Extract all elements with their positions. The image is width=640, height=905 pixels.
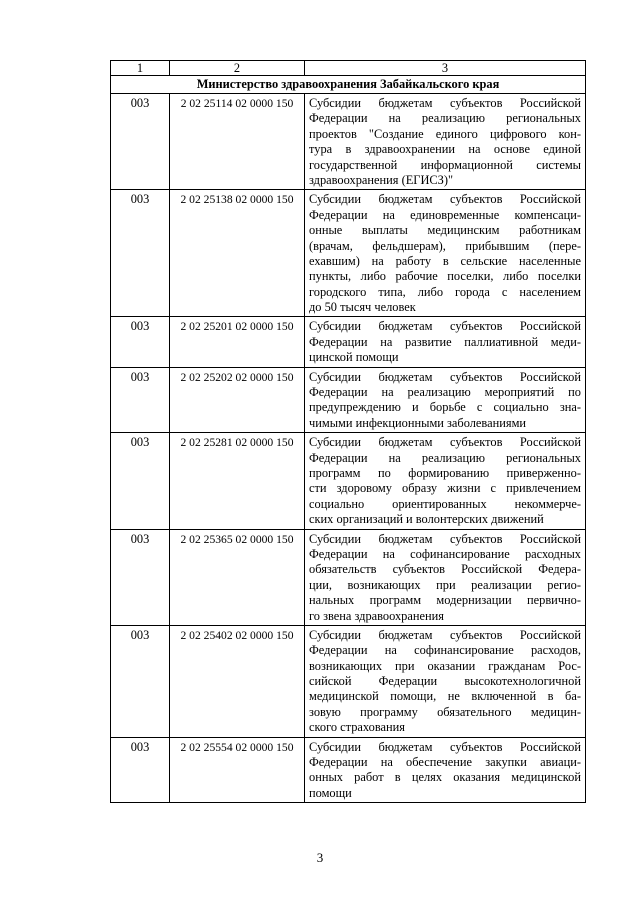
description-line: программ по формированию приверженно-	[309, 465, 581, 480]
administrator-code: 003	[111, 317, 170, 367]
description-line: цинской помощи	[309, 350, 399, 365]
description-line: тура в здравоохранении на основе единой	[309, 142, 581, 157]
description-line: Федерации на реализацию мероприятий по	[309, 385, 581, 400]
revenue-description	[305, 737, 586, 803]
column-number-2: 2	[170, 61, 305, 76]
description-line: пункты, либо рабочие поселки, либо поселки	[309, 269, 581, 284]
revenue-description	[305, 190, 586, 317]
revenue-description	[305, 625, 586, 737]
description-line: сийской Федерации высокотехнологичной	[309, 674, 581, 689]
administrator-code: 003	[111, 190, 170, 317]
description-line: здравоохранения (ЕГИСЗ)"	[309, 172, 454, 187]
revenue-classification-code: 2 02 25554 02 0000 150	[170, 737, 305, 803]
description-line: Федерации на обеспечение закупки авиаци-	[309, 755, 581, 770]
revenue-classification-code: 2 02 25365 02 0000 150	[170, 529, 305, 625]
description-line: ского страхования	[309, 720, 405, 735]
description-line: предупреждению и борьбе с социально зна-	[309, 400, 581, 415]
table-row	[111, 433, 586, 529]
ministry-title: Министерство здравоохранения Забайкальского края	[111, 76, 586, 94]
revenue-classification-code: 2 02 25402 02 0000 150	[170, 625, 305, 737]
description-line: помощи	[309, 785, 352, 800]
description-line: нальных программ модернизации первично-	[309, 593, 581, 608]
table-row	[111, 367, 586, 433]
ministry-row	[111, 76, 586, 94]
description-line: городского типа, либо города с населением	[309, 284, 581, 299]
description-line: ции, возникающих при реализации регио-	[309, 577, 581, 592]
page-number: 3	[316, 850, 324, 865]
description-line: Субсидии бюджетам субъектов Российской	[309, 319, 581, 334]
description-line: медицинской помощи, не включенной в ба-	[309, 689, 581, 704]
description-line: Субсидии бюджетам субъектов Российской	[309, 627, 581, 642]
description-line: обязательств субъектов Российской Федера-	[309, 562, 581, 577]
description-line: Федерации на софинансирование расходных	[309, 546, 581, 561]
administrator-code: 003	[111, 737, 170, 803]
column-number-3: 3	[305, 61, 586, 76]
column-number-1: 1	[111, 61, 170, 76]
administrator-code: 003	[111, 367, 170, 433]
description-line: Федерации на софинансирование расходов,	[309, 643, 581, 658]
table-row	[111, 625, 586, 737]
revenue-description	[305, 367, 586, 433]
administrator-code: 003	[111, 94, 170, 190]
administrator-code: 003	[111, 433, 170, 529]
description-line: Субсидии бюджетам субъектов Российской	[309, 96, 581, 110]
description-line: возникающих при оказании гражданам Рос-	[309, 658, 581, 673]
description-line: Субсидии бюджетам субъектов Российской	[309, 739, 581, 754]
revenue-classification-code: 2 02 25114 02 0000 150	[170, 94, 305, 190]
description-line: Субсидии бюджетам субъектов Российской	[309, 192, 581, 207]
revenue-classification-code: 2 02 25202 02 0000 150	[170, 367, 305, 433]
revenue-classification-code: 2 02 25138 02 0000 150	[170, 190, 305, 317]
description-line: зовую программу обязательного медицин-	[309, 704, 581, 719]
description-line: Федерации на реализацию региональных	[309, 450, 581, 465]
description-line: онные выплаты медицинским работникам	[309, 223, 581, 238]
revenue-code-table	[110, 60, 586, 803]
description-line: социально ориентированных некоммерче-	[309, 496, 581, 511]
description-line: Субсидии бюджетам субъектов Российской	[309, 531, 581, 546]
table-row	[111, 737, 586, 803]
table-row	[111, 190, 586, 317]
document-sheet	[110, 60, 585, 803]
revenue-description	[305, 317, 586, 367]
description-line: Субсидии бюджетам субъектов Российской	[309, 369, 581, 384]
description-line: Федерации на реализацию региональных	[309, 111, 581, 126]
administrator-code: 003	[111, 625, 170, 737]
revenue-description	[305, 529, 586, 625]
description-line: чимыми инфекционными заболеваниями	[309, 415, 527, 430]
description-line: (врачам, фельдшерам), прибывшим (пере-	[309, 238, 581, 253]
description-line: Федерации на развитие паллиативной меди-	[309, 334, 581, 349]
description-line: ехавшим) на работу в сельские населенные	[309, 253, 581, 268]
table-row	[111, 529, 586, 625]
description-line: го звена здравоохранения	[309, 608, 444, 623]
description-line: Субсидии бюджетам субъектов Российской	[309, 435, 581, 450]
column-number-row	[111, 61, 586, 76]
revenue-classification-code: 2 02 25201 02 0000 150	[170, 317, 305, 367]
description-line: сти здоровому образу жизни с привлечением	[309, 481, 581, 496]
description-line: государственной информационной системы	[309, 157, 581, 172]
description-line: до 50 тысяч человек	[309, 300, 416, 315]
description-line: проектов "Создание единого цифрового кон-	[309, 126, 581, 141]
revenue-description	[305, 94, 586, 190]
revenue-classification-code: 2 02 25281 02 0000 150	[170, 433, 305, 529]
description-line: Федерации на единовременные компенсаци-	[309, 207, 581, 222]
description-line: онных работ в целях оказания медицинской	[309, 770, 581, 785]
administrator-code: 003	[111, 529, 170, 625]
description-line: ских организаций и волонтерских движений	[309, 512, 544, 527]
table-row	[111, 317, 586, 367]
revenue-description	[305, 433, 586, 529]
table-row	[111, 94, 586, 190]
